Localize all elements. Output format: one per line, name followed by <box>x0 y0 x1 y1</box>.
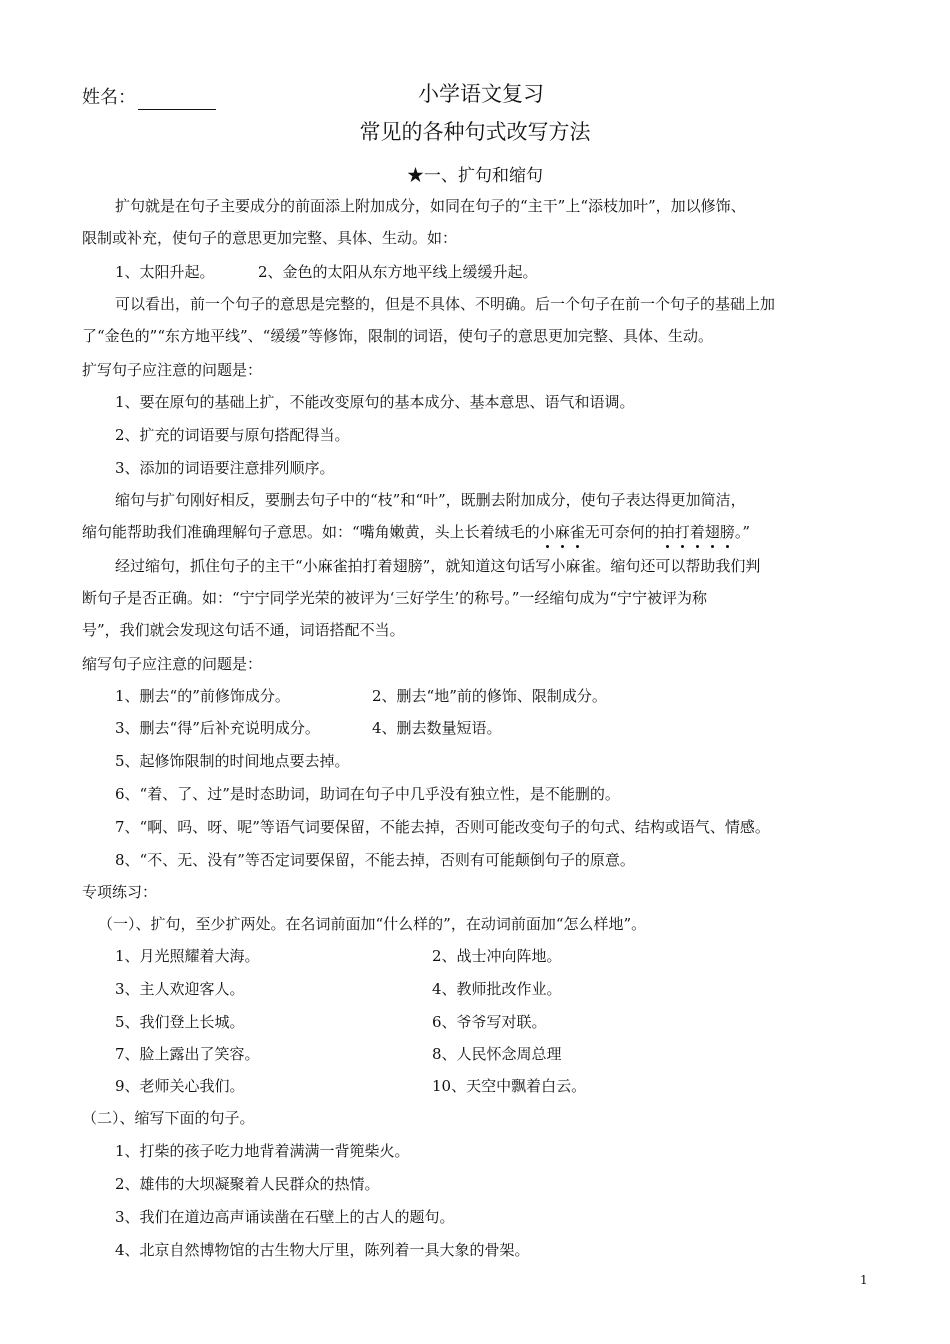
paragraph-4-line-3: 号”，我们就会发现这句话不通，词语搭配不当。 <box>82 621 405 639</box>
page-number: 1 <box>860 1273 868 1287</box>
emphasis-char: 麻 <box>554 523 570 541</box>
paragraph-2-line-2: 了“金色的”“东方地平线”、“缓缓”等修饰，限制的词语，使句子的意思更加完整、具体、生动。 <box>82 327 714 345</box>
shrink-notes-title: 缩写句子应注意的问题是： <box>82 655 263 673</box>
shrink-note-2: 2、删去“地”前的修饰、限制成分。 <box>372 687 607 705</box>
part-2-item: 2、雄伟的大坝凝聚着人民群众的热情。 <box>115 1175 380 1193</box>
expand-note-2: 2、扩充的词语要与原句搭配得当。 <box>115 426 350 444</box>
expand-notes-title: 扩写句子应注意的问题是： <box>82 361 263 379</box>
paragraph-3-line-1: 缩句与扩句刚好相反，要删去句子中的“枝”和“叶”，既删去附加成分，使句子表达得更加简洁， <box>115 491 746 509</box>
paragraph-1-line-1: 扩句就是在句子主要成分的前面添上附加成分，如同在句子的“主干”上“添枝加叶”，加以修饰、 <box>115 197 746 215</box>
paragraph-1-line-2: 限制或补充，使句子的意思更加完整、具体、生动。如： <box>82 229 458 247</box>
part-2-item: 1、打柴的孩子吃力地背着满满一背篼柴火。 <box>115 1142 410 1160</box>
paragraph-3-line-2 <box>82 522 750 542</box>
part-1-title: （一）、扩句，至少扩两处。在名词前面加“什么样的”，在动词前面加“怎么样地”。 <box>98 915 647 933</box>
part-1-item: 6、爷爷写对联。 <box>432 1013 547 1031</box>
paragraph-4-line-2: 断句子是否正确。如：“宁宁同学光荣的被评为‘三好学生’的称号。”一经缩句成为“宁宁被评为称 <box>82 589 708 607</box>
emphasis-char: 着 <box>689 523 705 541</box>
emphasis-char: 膀 <box>719 523 735 541</box>
shrink-note-3: 3、删去“得”后补充说明成分。 <box>115 719 320 737</box>
expand-note-3: 3、添加的词语要注意排列顺序。 <box>115 459 335 477</box>
expand-note-1: 1、要在原句的基础上扩，不能改变原句的基本成分、基本意思、语气和语调。 <box>115 393 635 411</box>
example-2: 2、金色的太阳从东方地平线上缓缓升起。 <box>258 263 538 281</box>
part-1-item: 10、天空中飘着白云。 <box>432 1077 587 1095</box>
part-1-item: 8、人民怀念周总理 <box>432 1045 562 1063</box>
part-2-item: 3、我们在道边高声诵读凿在石壁上的古人的题句。 <box>115 1208 455 1226</box>
shrink-note-6: 6、“着、了、过”是时态助词，助词在句子中几乎没有独立性，是不能删的。 <box>115 785 620 803</box>
part-1-item: 5、我们登上长城。 <box>115 1013 245 1031</box>
emphasis-char: 小 <box>539 523 555 541</box>
part-1-item: 7、脸上露出了笑容。 <box>115 1045 260 1063</box>
part-1-item: 9、老师关心我们。 <box>115 1077 245 1095</box>
name-label-text: 姓名： <box>82 87 136 108</box>
part-1-item: 3、主人欢迎客人。 <box>115 980 245 998</box>
example-1: 1、太阳升起。 <box>115 263 215 281</box>
document-title: 小学语文复习 <box>418 82 544 106</box>
section-heading: ★一、扩句和缩句 <box>407 166 543 186</box>
paragraph-2-line-1: 可以看出，前一个句子的意思是完整的，但是不具体、不明确。后一个句子在前一个句子的基础上加 <box>115 295 776 313</box>
p3-text-mid: 无可奈何的 <box>584 523 660 541</box>
part-2-item: 4、北京自然博物馆的古生物大厅里，陈列着一具大象的骨架。 <box>115 1241 530 1259</box>
part-1-item: 2、战士冲向阵地。 <box>432 947 562 965</box>
shrink-note-4: 4、删去数量短语。 <box>372 719 502 737</box>
p3-text-end: 。” <box>734 523 750 541</box>
shrink-note-1: 1、删去“的”前修饰成分。 <box>115 687 290 705</box>
paragraph-4-line-1: 经过缩句，抓住句子的主干“小麻雀拍打着翅膀”，就知道这句话写小麻雀。缩句还可以帮助我们判 <box>115 557 761 575</box>
emphasis-char: 翅 <box>704 523 720 541</box>
shrink-note-5: 5、起修饰限制的时间地点要去掉。 <box>115 752 350 770</box>
shrink-note-7: 7、“啊、吗、呀、呢”等语气词要保留，不能去掉，否则可能改变句子的句式、结构或语气、情感。 <box>115 818 770 836</box>
shrink-note-8: 8、“不、无、没有”等否定词要保留，不能去掉，否则有可能颠倒句子的原意。 <box>115 851 635 869</box>
emphasis-char: 打 <box>674 523 690 541</box>
part-1-item: 1、月光照耀着大海。 <box>115 947 260 965</box>
part-2-title: （二）、缩写下面的句子。 <box>82 1109 255 1127</box>
practice-title: 专项练习： <box>82 883 158 901</box>
part-1-item: 4、教师批改作业。 <box>432 980 562 998</box>
p3-text-start: 缩句能帮助我们准确理解句子意思。如：“嘴角嫩黄，头上长着绒毛的 <box>82 523 540 541</box>
document-subtitle: 常见的各种句式改写方法 <box>359 120 591 144</box>
emphasis-char: 拍 <box>659 523 675 541</box>
emphasis-char: 雀 <box>569 523 585 541</box>
